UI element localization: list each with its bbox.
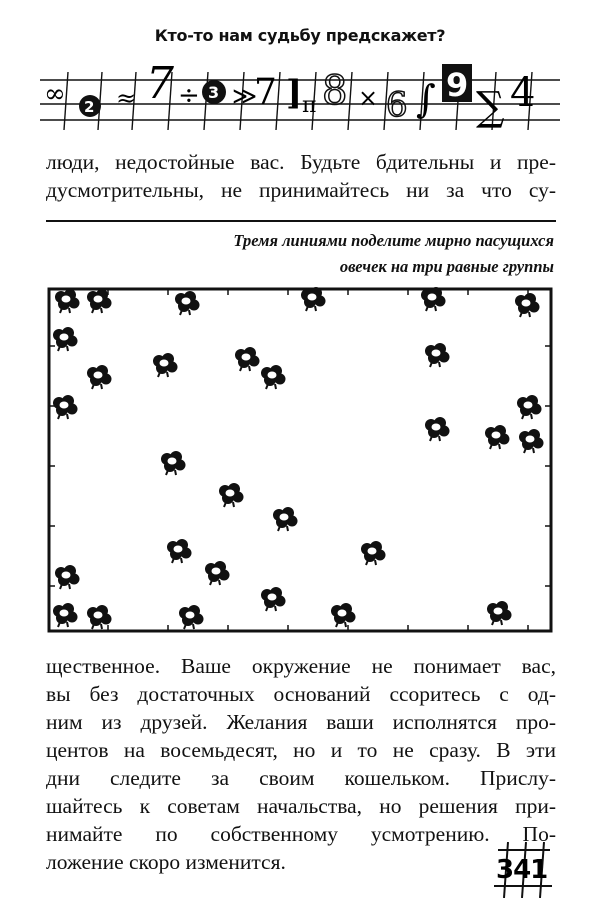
field-border <box>49 289 551 631</box>
paragraph-bottom <box>46 652 556 876</box>
strip-symbol: 2 <box>84 98 95 116</box>
sheep <box>179 605 204 629</box>
symbol-strip <box>40 58 560 138</box>
text-line: центов на восемьдесят, но и то не сразу. В эти <box>46 738 556 762</box>
text-line: дусмотрительны, не принимайтесь ни за что су- <box>46 178 556 202</box>
sheep <box>261 365 286 389</box>
sheep <box>175 291 200 315</box>
sheep <box>205 561 230 585</box>
sheep <box>53 603 78 627</box>
field-ticks <box>49 289 551 631</box>
sheep <box>361 541 386 565</box>
strip-symbol: 3 <box>208 83 220 102</box>
text-line: ним из друзей. Желания ваши исполнятся про- <box>46 710 556 734</box>
sheep <box>485 425 510 449</box>
sheep <box>87 365 112 389</box>
sheep-puzzle-field <box>46 286 554 636</box>
sheep <box>153 353 178 377</box>
sheep <box>519 429 544 453</box>
text-line: щественное. Ваше окружение не понимает вас, <box>46 654 556 678</box>
sheep <box>273 507 298 531</box>
sheep <box>53 395 78 419</box>
caption-line: овечек на три равные группы <box>339 257 554 276</box>
strip-symbol: 9 <box>446 66 469 104</box>
page-number-text: 341 <box>496 855 548 885</box>
text-line: ложение скоро изменится. <box>46 850 286 874</box>
text-line: люди, недостойные вас. Будьте бдительны и пре- <box>46 150 556 174</box>
sheep <box>301 287 326 311</box>
strip-symbol: π <box>302 93 317 118</box>
text-line: вы без достаточных оснований ссоритесь с од- <box>46 682 556 706</box>
strip-symbol: ] <box>286 73 303 113</box>
sheep <box>161 451 186 475</box>
text-line: дни следите за своим кошельком. Прислу- <box>46 766 556 790</box>
sheep <box>55 289 80 313</box>
sheep <box>235 347 260 371</box>
strip-symbol: ≈ <box>116 84 137 112</box>
strip-symbol: ≫ <box>232 82 258 110</box>
section-divider <box>46 220 556 222</box>
sheep <box>487 601 512 625</box>
puzzle-caption <box>46 228 554 280</box>
strip-symbol: 4 <box>510 70 536 116</box>
text-line: нимайте по собственному усмотрению. По- <box>46 822 556 846</box>
header-title: Кто-то нам судьбу предскажет? <box>154 26 446 45</box>
strip-symbol: 6 <box>386 85 408 125</box>
sheep <box>425 343 450 367</box>
text-line: шайтесь к советам начальства, но решения при- <box>46 794 556 818</box>
strip-symbol: 7 <box>254 72 277 113</box>
caption-line: Тремя линиями поделите мирно пасущихся <box>233 231 554 250</box>
strip-symbol: 7 <box>146 58 174 109</box>
sheep <box>517 395 542 419</box>
strip-symbol: × <box>358 84 379 112</box>
sheep <box>167 539 192 563</box>
sheep <box>261 587 286 611</box>
page-number <box>492 842 556 898</box>
sheep <box>425 417 450 441</box>
sheep <box>55 565 80 589</box>
sheep <box>53 327 78 351</box>
strip-symbol: 8 <box>322 68 348 114</box>
paragraph-top <box>46 148 556 204</box>
sheep <box>421 287 446 311</box>
strip-symbol: ÷ <box>178 81 200 111</box>
strip-symbol: ∑ <box>476 84 505 130</box>
sheep <box>515 293 540 317</box>
sheep <box>331 603 356 627</box>
strip-symbol: ∞ <box>44 79 66 109</box>
sheep <box>219 483 244 507</box>
strip-symbol: ∫ <box>416 77 436 121</box>
